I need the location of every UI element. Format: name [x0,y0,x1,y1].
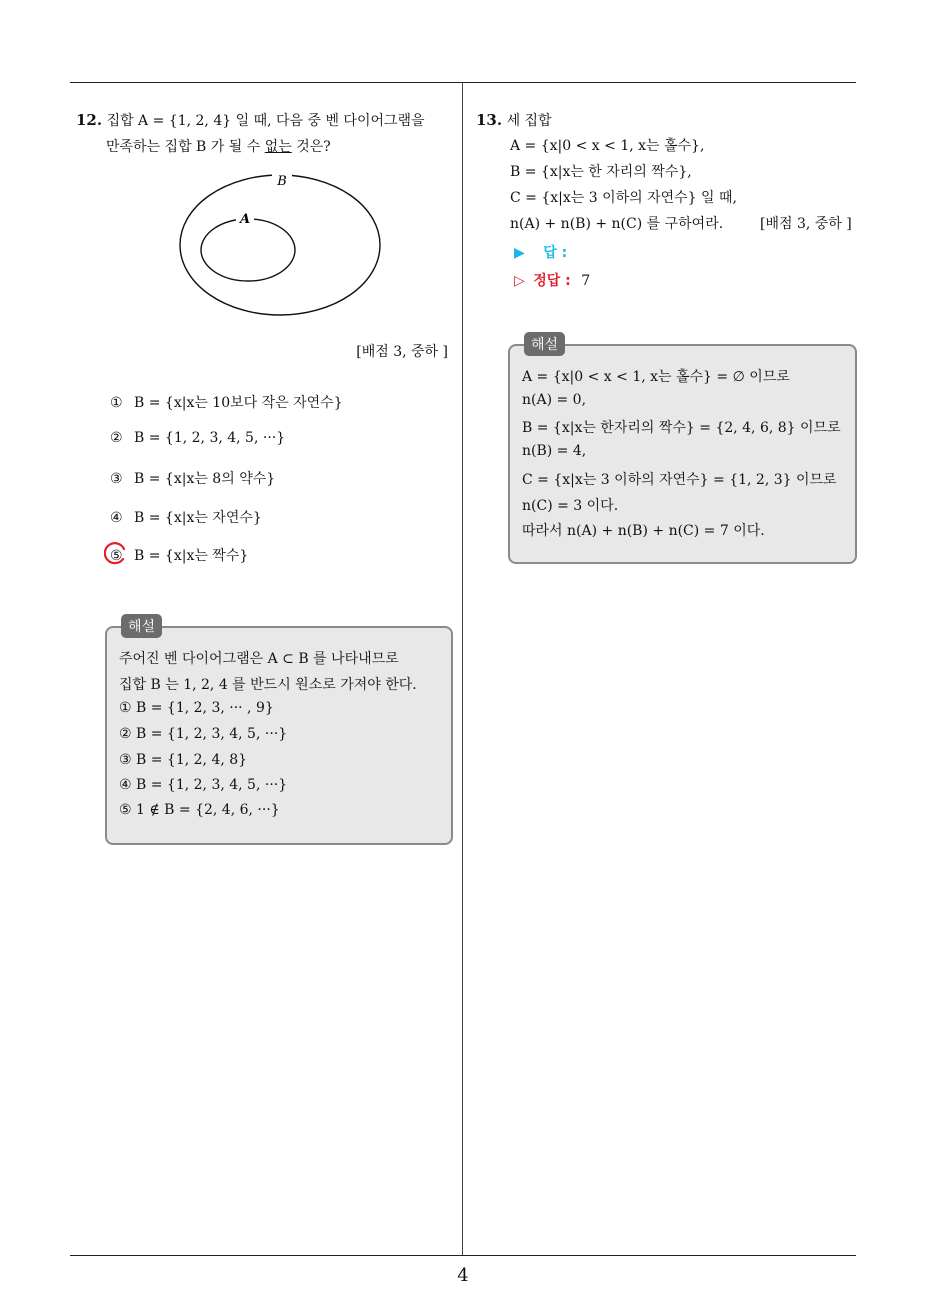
q12-explanation-line: ③ B = {1, 2, 4, 8} [119,752,248,768]
page-number: 4 [457,1265,469,1286]
q12-choice-4[interactable] [110,507,262,527]
q12-score: [배점 3, 중하 ] [356,344,448,360]
q12-explanation-line: 집합 B 는 1, 2, 4 를 반드시 원소로 가져야 한다. [119,677,417,693]
q13-answer-label: 답 : [543,245,568,261]
q13-set-a: A = {x|0 < x < 1, x는 홀수}, [510,138,705,154]
q12-choice-2[interactable] [110,430,285,446]
q12-stem-underlined: 없는 [264,139,292,155]
q12-choice-5[interactable] [110,545,248,565]
q12-stem-line1 [76,110,425,130]
play-triangle-icon: ▶ [514,245,525,261]
choice-text: B = {x|x는 8의 약수} [134,471,276,487]
q12-explanation-line: ② B = {1, 2, 3, 4, 5, ···} [119,726,288,742]
choice-text: B = {x|x는 10보다 작은 자연수} [134,395,343,411]
q13-explanation-line: n(B) = 4, [522,443,587,459]
choice-number: ③ [110,471,123,487]
q13-number: 13. [476,111,503,129]
q13-explanation-tag: 해설 [524,332,565,356]
q12-choice-3[interactable] [110,468,275,488]
column-divider [462,83,463,1255]
q12-explanation-line: ① B = {1, 2, 3, ··· , 9} [119,700,274,716]
q12-explanation-line: ⑤ 1 ∉ B = {2, 4, 6, ···} [119,802,280,818]
answer-circle-mark-icon [104,541,128,565]
q13-explanation-line: n(C) = 3 이다. [522,498,619,514]
q13-explanation-box [508,337,857,564]
choice-number: ④ [110,510,123,526]
q12-stem-text-post: 것은? [291,139,331,155]
q13-explanation-line: C = {x|x는 3 이하의 자연수} = {1, 2, 3} 이므로 [522,472,837,488]
q12-number: 12. [76,111,103,129]
choice-text: B = {x|x는 자연수} [134,510,262,526]
choice-text: B = {1, 2, 3, 4, 5, ···} [134,430,286,446]
q12-choice-1[interactable] [110,392,343,412]
q13-set-c: C = {x|x는 3 이하의 자연수} 일 때, [510,190,737,206]
q12-stem-line2 [106,136,331,156]
outline-triangle-icon: ▷ [514,273,525,289]
venn-outer-set-b [180,175,380,315]
q12-stem-text-pre: 만족하는 집합 B 가 될 수 [106,139,265,155]
q13-question: n(A) + n(B) + n(C) 를 구하여라. [510,216,724,232]
q13-explanation-line: B = {x|x는 한자리의 짝수} = {2, 4, 6, 8} 이므로 [522,420,841,436]
top-rule [70,82,856,83]
q13-score: [배점 3, 중하 ] [760,216,852,232]
q13-intro: 세 집합 [506,113,552,129]
q12-explanation-line: ④ B = {1, 2, 3, 4, 5, ···} [119,777,288,793]
q13-correct-row [514,270,590,290]
choice-text: B = {x|x는 짝수} [134,548,249,564]
q13-answer-row [514,242,567,262]
q13-stem [476,110,552,130]
q13-correct-value: 7 [581,273,591,289]
choice-number: ① [110,395,123,411]
q13-explanation-line: 따라서 n(A) + n(B) + n(C) = 7 이다. [522,523,765,539]
venn-inner-set-a [201,219,295,281]
choice-number: ② [110,430,123,446]
venn-label-b: B [277,174,287,189]
q13-correct-label: 정답 : [533,273,571,289]
q13-explanation-line: n(A) = 0, [522,392,587,408]
q12-explanation-tag: 해설 [121,614,162,638]
q13-set-b: B = {x|x는 한 자리의 짝수}, [510,164,692,180]
q12-explanation-box [105,619,453,845]
venn-label-a: A [239,212,251,227]
q12-stem-text: 집합 A = {1, 2, 4} 일 때, 다음 중 벤 다이어그램을 [106,113,425,129]
q13-explanation-line: A = {x|0 < x < 1, x는 홀수} = ∅ 이므로 [522,369,790,385]
bottom-rule [70,1255,856,1256]
q12-explanation-line: 주어진 벤 다이어그램은 A ⊂ B 를 나타내므로 [119,651,399,667]
venn-diagram [170,170,390,320]
choice-number: ⑤ [110,548,123,564]
